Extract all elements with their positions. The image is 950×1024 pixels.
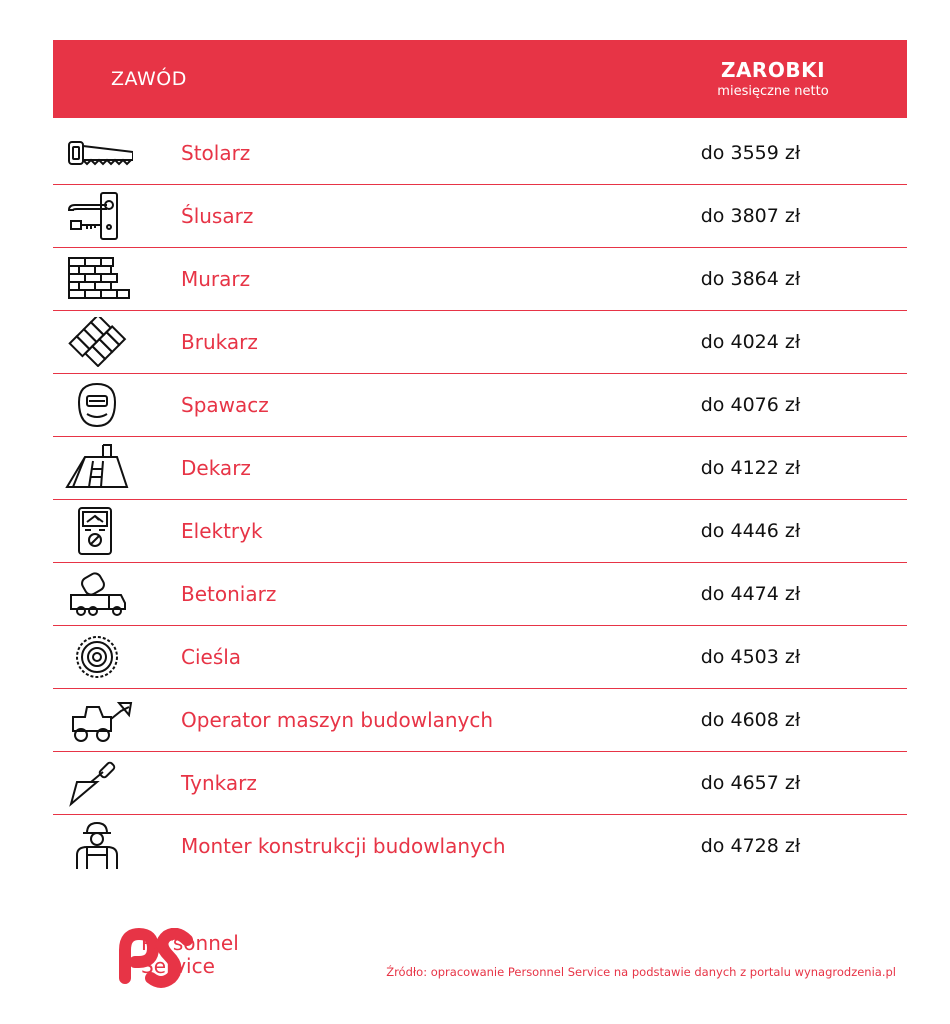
paving-stones-icon	[63, 317, 133, 367]
salary-value: do 3559 zł	[700, 142, 801, 164]
table-row	[53, 500, 907, 563]
profession-name: Betoniarz	[181, 582, 277, 606]
table-row	[53, 437, 907, 500]
earnings-title: ZAROBKI	[720, 58, 826, 82]
construction-worker-icon	[63, 821, 133, 871]
profession-name: Spawacz	[181, 393, 269, 417]
column-header-earnings	[663, 58, 883, 102]
salary-value: do 4076 zł	[700, 394, 801, 416]
table-row	[53, 311, 907, 374]
table-row	[53, 122, 907, 185]
table-header	[53, 40, 907, 118]
excavator-loader-icon	[63, 695, 133, 745]
salary-table	[53, 122, 907, 877]
profession-name: Dekarz	[181, 456, 251, 480]
table-row	[53, 815, 907, 877]
table-row	[53, 626, 907, 689]
profession-name: Ślusarz	[181, 204, 254, 228]
salary-value: do 4657 zł	[700, 772, 801, 794]
salary-value: do 4608 zł	[700, 709, 801, 731]
profession-name: Elektryk	[181, 519, 263, 543]
profession-name: Stolarz	[181, 141, 251, 165]
welding-mask-icon	[63, 380, 133, 430]
earnings-subtitle: miesięczne netto	[717, 84, 829, 99]
column-header-profession: ZAWÓD	[111, 68, 187, 90]
concrete-mixer-truck-icon	[63, 569, 133, 619]
multimeter-icon	[63, 506, 133, 556]
source-note: Źródło: opracowanie Personnel Service na podstawie danych z portalu wynagrodzenia.pl	[386, 965, 896, 979]
table-row	[53, 185, 907, 248]
table-row	[53, 563, 907, 626]
brand-line-2: Service	[141, 954, 215, 978]
salary-value: do 4122 zł	[700, 457, 801, 479]
roof-ladder-icon	[63, 443, 133, 493]
brand-name	[141, 932, 239, 978]
profession-name: Murarz	[181, 267, 251, 291]
trowel-icon	[63, 758, 133, 808]
table-row	[53, 689, 907, 752]
salary-value: do 4728 zł	[700, 835, 801, 857]
salary-value: do 3807 zł	[700, 205, 801, 227]
profession-name: Tynkarz	[181, 771, 257, 795]
salary-value: do 4024 zł	[700, 331, 801, 353]
salary-value: do 4446 zł	[700, 520, 801, 542]
saw-icon	[63, 128, 133, 178]
brand-line-1: Personnel	[141, 931, 239, 955]
table-row	[53, 752, 907, 815]
salary-value: do 4503 zł	[700, 646, 801, 668]
table-row	[53, 248, 907, 311]
salary-value: do 4474 zł	[700, 583, 801, 605]
table-row	[53, 374, 907, 437]
profession-name: Monter konstrukcji budowlanych	[181, 834, 506, 858]
circular-saw-blade-icon	[63, 632, 133, 682]
door-handle-key-icon	[63, 191, 133, 241]
profession-name: Brukarz	[181, 330, 258, 354]
brick-wall-icon	[63, 254, 133, 304]
profession-name: Cieśla	[181, 645, 242, 669]
salary-value: do 3864 zł	[700, 268, 801, 290]
profession-name: Operator maszyn budowlanych	[181, 708, 494, 732]
